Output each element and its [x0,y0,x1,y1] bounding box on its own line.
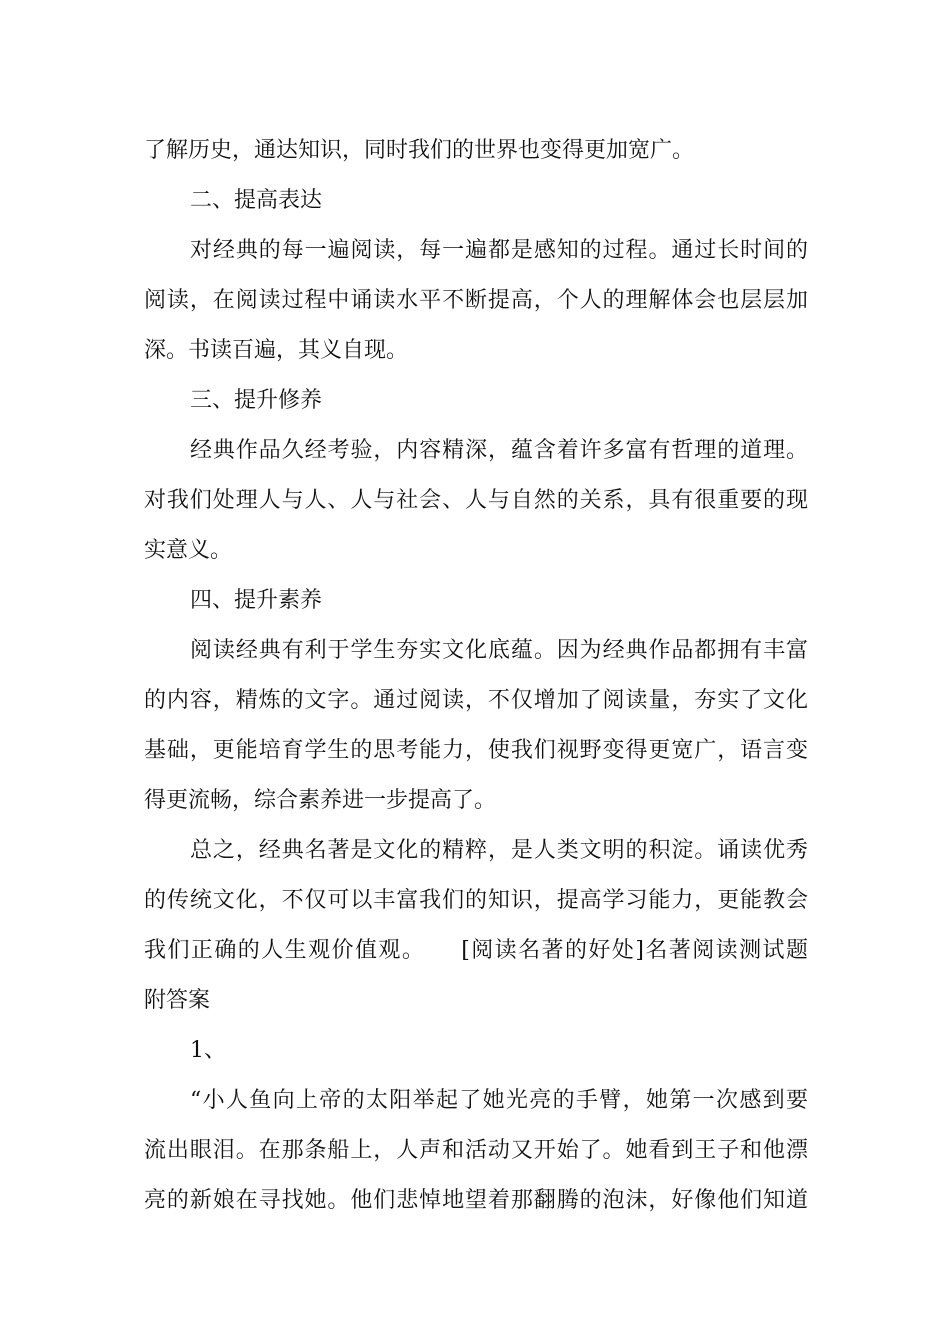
body-line-3: 对经典的每一遍阅读，每一遍都是感知的过程。通过长时间的 [190,238,808,263]
body-line-18: 附答案 [144,988,211,1013]
quote-line-2: 流出眼泪。在那条船上，人声和活动又开始了。她看到王子和他漂 [144,1138,808,1163]
body-line-15: 总之，经典名著是文化的精粹，是人类文明的积淀。诵读优秀 [190,838,808,863]
section-heading-4: 四、提升素养 [190,588,323,613]
body-line-5: 深。书读百遍，其义自现。 [144,338,409,363]
body-line-12: 的内容，精炼的文字。通过阅读，不仅增加了阅读量，夯实了文化 [144,688,808,713]
body-line-14: 得更流畅，综合素养进一步提高了。 [144,788,497,813]
body-line-16: 的传统文化，不仅可以丰富我们的知识，提高学习能力，更能教会 [144,888,808,913]
body-line-8: 对我们处理人与人、人与社会、人与自然的关系，具有很重要的现 [144,488,808,513]
body-line-7: 经典作品久经考验，内容精深，蕴含着许多富有哲理的道理。 [190,438,808,463]
body-line-1: 了解历史，通达知识，同时我们的世界也变得更加宽广。 [144,138,695,163]
document-body [144,126,808,1226]
body-line-11: 阅读经典有利于学生夯实文化底蕴。因为经典作品都拥有丰富 [190,638,808,663]
quote-line-3: 亮的新娘在寻找她。他们悲悼地望着那翻腾的泡沫，好像他们知道 [144,1188,808,1213]
body-line-13: 基础，更能培育学生的思考能力，使我们视野变得更宽广，语言变 [144,738,808,763]
body-line-17: 我们正确的人生观价值观。 [阅读名著的好处]名著阅读测试题 [144,938,808,963]
body-line-9: 实意义。 [144,538,233,563]
question-number: 1、 [190,1038,226,1063]
body-line-4: 阅读，在阅读过程中诵读水平不断提高，个人的理解体会也层层加 [144,288,808,313]
section-heading-2: 二、提高表达 [190,188,323,213]
quote-line-1: “小人鱼向上帝的太阳举起了她光亮的手臂，她第一次感到要 [190,1088,808,1113]
section-heading-3: 三、提升修养 [190,388,323,413]
